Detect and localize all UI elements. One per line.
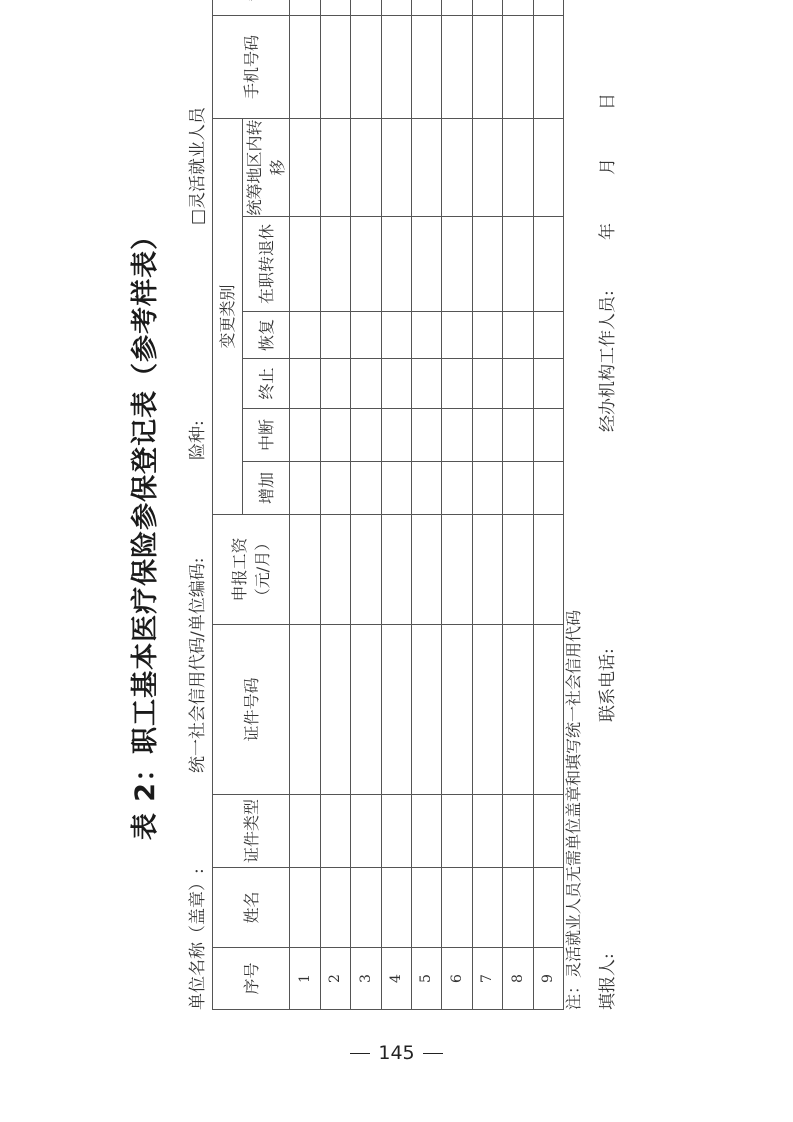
interrupt-cell[interactable] xyxy=(381,409,411,462)
resume-cell[interactable] xyxy=(442,312,472,359)
terminate-cell[interactable] xyxy=(472,359,502,409)
resume-cell[interactable] xyxy=(320,312,350,359)
remarks-cell[interactable] xyxy=(533,0,564,15)
terminate-cell[interactable] xyxy=(411,359,441,409)
transfer-cell[interactable] xyxy=(290,118,320,216)
interrupt-cell[interactable] xyxy=(472,409,502,462)
wage-cell[interactable] xyxy=(472,515,502,625)
transfer-cell[interactable] xyxy=(442,118,472,216)
retire-cell[interactable] xyxy=(533,217,564,312)
year-label: 年 xyxy=(598,223,618,240)
wage-cell[interactable] xyxy=(503,515,533,625)
name-cell[interactable] xyxy=(320,868,350,948)
terminate-cell[interactable] xyxy=(442,359,472,409)
remarks-cell[interactable] xyxy=(290,0,320,15)
transfer-cell[interactable] xyxy=(533,118,564,216)
name-cell[interactable] xyxy=(533,868,564,948)
mobile-cell[interactable] xyxy=(381,15,411,118)
interrupt-cell[interactable] xyxy=(320,409,350,462)
add-cell[interactable] xyxy=(533,462,564,515)
table-row xyxy=(381,0,411,1010)
transfer-cell[interactable] xyxy=(472,118,502,216)
insurance-type-label: 险种: xyxy=(188,420,208,460)
resume-cell[interactable] xyxy=(411,312,441,359)
resume-cell[interactable] xyxy=(381,312,411,359)
dash-left xyxy=(350,1053,370,1054)
row-seq-number: 9 xyxy=(533,948,564,1010)
id-type-cell[interactable] xyxy=(320,795,350,868)
table-row xyxy=(503,0,533,1010)
col-header-mobile: 手机号码 xyxy=(213,15,290,118)
add-cell[interactable] xyxy=(411,462,441,515)
col-header-id-type: 证件类型 xyxy=(213,795,290,868)
retire-cell[interactable] xyxy=(411,217,441,312)
form-title: 表 2：职工基本医疗保险参保登记表（参考样表） xyxy=(130,221,161,841)
retire-cell[interactable] xyxy=(290,217,320,312)
col-header-change-terminate: 终止 xyxy=(243,359,290,409)
registration-table xyxy=(212,0,564,1010)
mobile-cell[interactable] xyxy=(411,15,441,118)
mobile-cell[interactable] xyxy=(442,15,472,118)
row-seq-number: 2 xyxy=(320,948,350,1010)
name-cell[interactable] xyxy=(381,868,411,948)
retire-cell[interactable] xyxy=(503,217,533,312)
col-header-change-add: 增加 xyxy=(243,462,290,515)
terminate-cell[interactable] xyxy=(381,359,411,409)
wage-cell[interactable] xyxy=(442,515,472,625)
add-cell[interactable] xyxy=(320,462,350,515)
resume-cell[interactable] xyxy=(503,312,533,359)
transfer-cell[interactable] xyxy=(381,118,411,216)
remarks-cell[interactable] xyxy=(472,0,502,15)
wage-cell[interactable] xyxy=(411,515,441,625)
table-row xyxy=(351,0,381,1010)
col-header-change-transfer: 统筹地区内转移 xyxy=(243,118,290,216)
interrupt-cell[interactable] xyxy=(290,409,320,462)
id-number-cell[interactable] xyxy=(533,625,564,795)
add-cell[interactable] xyxy=(351,462,381,515)
col-header-change-resume: 恢复 xyxy=(243,312,290,359)
interrupt-cell[interactable] xyxy=(442,409,472,462)
table-body xyxy=(290,0,564,1010)
col-header-name: 姓名 xyxy=(213,868,290,948)
declared-wage-unit: （元/月） xyxy=(253,534,273,605)
date-line xyxy=(593,93,618,240)
credit-code-label: 统一社会信用代码/单位编码: xyxy=(188,557,208,773)
retire-cell[interactable] xyxy=(351,217,381,312)
contact-phone-label: 联系电话: xyxy=(598,648,618,722)
add-cell[interactable] xyxy=(381,462,411,515)
remarks-cell[interactable] xyxy=(351,0,381,15)
terminate-cell[interactable] xyxy=(290,359,320,409)
resume-cell[interactable] xyxy=(472,312,502,359)
retire-cell[interactable] xyxy=(472,217,502,312)
name-cell[interactable] xyxy=(503,868,533,948)
filler-label: 填报人: xyxy=(598,953,618,1010)
mobile-cell[interactable] xyxy=(320,15,350,118)
remarks-cell[interactable] xyxy=(411,0,441,15)
mobile-cell[interactable] xyxy=(472,15,502,118)
id-type-cell[interactable] xyxy=(533,795,564,868)
mobile-cell[interactable] xyxy=(533,15,564,118)
wage-cell[interactable] xyxy=(320,515,350,625)
page-number-value: 145 xyxy=(378,1042,415,1064)
name-cell[interactable] xyxy=(442,868,472,948)
id-number-cell[interactable] xyxy=(411,625,441,795)
row-seq-number: 3 xyxy=(351,948,381,1010)
unit-name-label: 单位名称（盖章）: xyxy=(188,868,208,1010)
name-cell[interactable] xyxy=(411,868,441,948)
terminate-cell[interactable] xyxy=(351,359,381,409)
add-cell[interactable] xyxy=(290,462,320,515)
resume-cell[interactable] xyxy=(351,312,381,359)
table-row xyxy=(411,0,441,1010)
wage-cell[interactable] xyxy=(381,515,411,625)
id-number-cell[interactable] xyxy=(381,625,411,795)
col-header-id-number: 证件号码 xyxy=(213,625,290,795)
add-cell[interactable] xyxy=(472,462,502,515)
id-type-cell[interactable] xyxy=(351,795,381,868)
name-cell[interactable] xyxy=(290,868,320,948)
transfer-cell[interactable] xyxy=(503,118,533,216)
add-cell[interactable] xyxy=(442,462,472,515)
row-seq-number: 4 xyxy=(381,948,411,1010)
id-type-cell[interactable] xyxy=(290,795,320,868)
footnote: 注：灵活就业人员无需单位盖章和填写统一社会信用代码 xyxy=(564,609,583,1010)
flexible-employment-checkbox[interactable]: □灵活就业人员 xyxy=(188,106,208,225)
terminate-cell[interactable] xyxy=(533,359,564,409)
id-number-cell[interactable] xyxy=(503,625,533,795)
retire-cell[interactable] xyxy=(381,217,411,312)
col-header-change-interrupt: 中断 xyxy=(243,409,290,462)
id-type-cell[interactable] xyxy=(503,795,533,868)
table-row xyxy=(290,0,320,1010)
interrupt-cell[interactable] xyxy=(533,409,564,462)
interrupt-cell[interactable] xyxy=(351,409,381,462)
agency-staff-label: 经办机构工作人员: xyxy=(598,290,618,432)
mobile-cell[interactable] xyxy=(351,15,381,118)
wage-cell[interactable] xyxy=(290,515,320,625)
col-header-declared-wage xyxy=(213,515,290,625)
month-label: 月 xyxy=(598,158,618,175)
retire-cell[interactable] xyxy=(442,217,472,312)
interrupt-cell[interactable] xyxy=(411,409,441,462)
remarks-cell[interactable] xyxy=(381,0,411,15)
id-number-cell[interactable] xyxy=(290,625,320,795)
terminate-cell[interactable] xyxy=(320,359,350,409)
name-cell[interactable] xyxy=(472,868,502,948)
id-type-cell[interactable] xyxy=(381,795,411,868)
wage-cell[interactable] xyxy=(533,515,564,625)
resume-cell[interactable] xyxy=(533,312,564,359)
table-row xyxy=(472,0,502,1010)
page-number xyxy=(0,1042,793,1064)
col-header-change-retire: 在职转退休 xyxy=(243,217,290,312)
remarks-cell[interactable] xyxy=(442,0,472,15)
remarks-cell[interactable] xyxy=(320,0,350,15)
terminate-cell[interactable] xyxy=(503,359,533,409)
remarks-cell[interactable] xyxy=(503,0,533,15)
wage-cell[interactable] xyxy=(351,515,381,625)
row-seq-number: 8 xyxy=(503,948,533,1010)
col-header-seq: 序号 xyxy=(213,948,290,1010)
row-seq-number: 5 xyxy=(411,948,441,1010)
col-header-change-type: 变更类别 xyxy=(213,118,243,514)
declared-wage-text: 申报工资 xyxy=(230,537,249,602)
mobile-cell[interactable] xyxy=(503,15,533,118)
name-cell[interactable] xyxy=(351,868,381,948)
rotated-form-sheet xyxy=(0,34,700,1062)
id-number-cell[interactable] xyxy=(351,625,381,795)
interrupt-cell[interactable] xyxy=(503,409,533,462)
transfer-cell[interactable] xyxy=(320,118,350,216)
table-row xyxy=(533,0,564,1010)
transfer-cell[interactable] xyxy=(411,118,441,216)
id-type-cell[interactable] xyxy=(411,795,441,868)
retire-cell[interactable] xyxy=(320,217,350,312)
mobile-cell[interactable] xyxy=(290,15,320,118)
row-seq-number: 6 xyxy=(442,948,472,1010)
resume-cell[interactable] xyxy=(290,312,320,359)
id-number-cell[interactable] xyxy=(320,625,350,795)
row-seq-number: 7 xyxy=(472,948,502,1010)
id-number-cell[interactable] xyxy=(442,625,472,795)
day-label: 日 xyxy=(598,93,618,110)
table-row xyxy=(442,0,472,1010)
id-type-cell[interactable] xyxy=(472,795,502,868)
transfer-cell[interactable] xyxy=(351,118,381,216)
add-cell[interactable] xyxy=(503,462,533,515)
dash-right xyxy=(423,1053,443,1054)
table-row xyxy=(320,0,350,1010)
id-type-cell[interactable] xyxy=(442,795,472,868)
id-number-cell[interactable] xyxy=(472,625,502,795)
row-seq-number: 1 xyxy=(290,948,320,1010)
col-header-remarks xyxy=(213,0,290,15)
